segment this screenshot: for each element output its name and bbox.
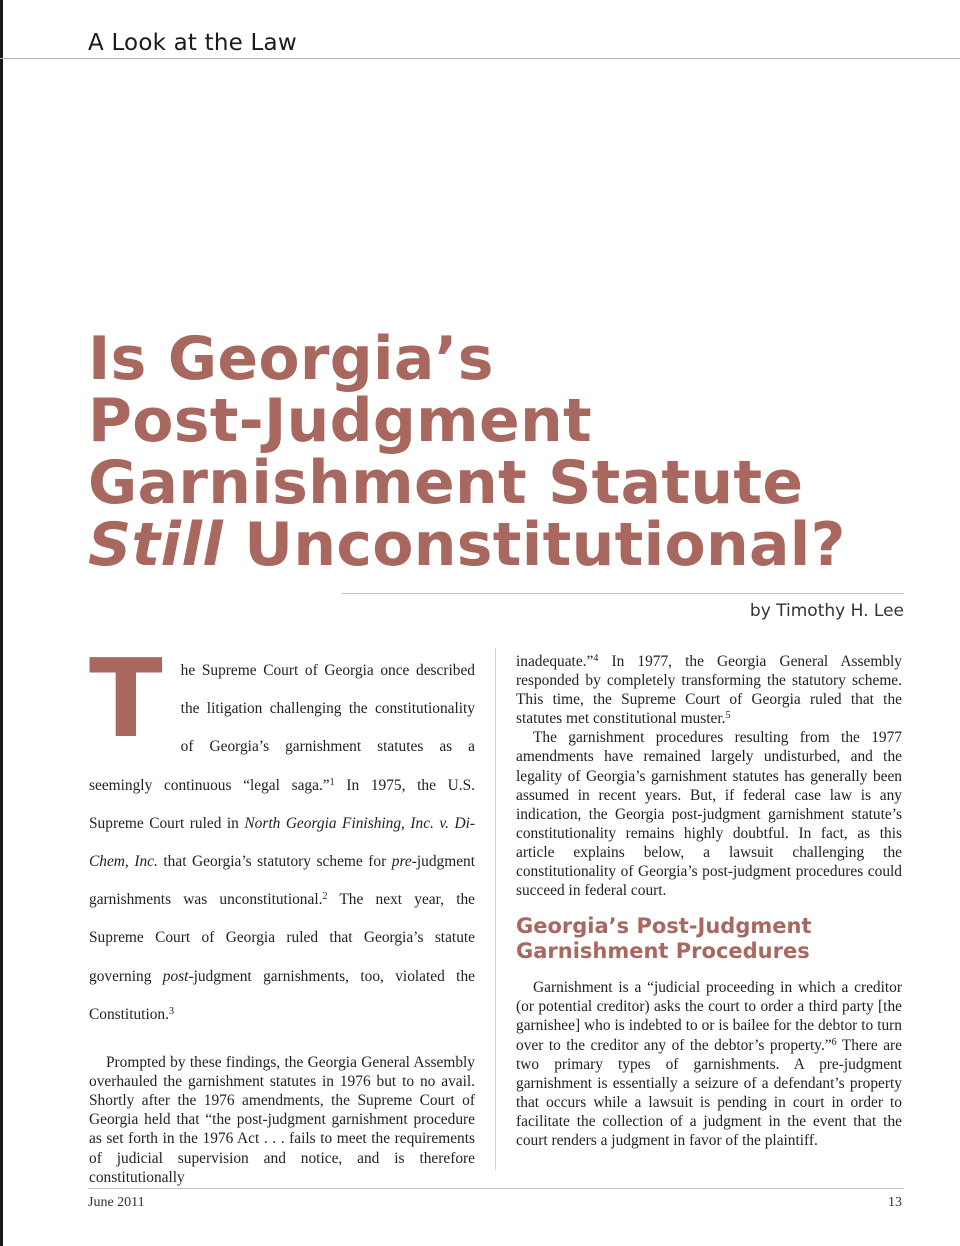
footnote-ref: 5 [725,710,731,722]
lead-text-4: -judgment garnishments was unconstitutional. [89,853,475,909]
body-text: There are two primary types of garnishments. A pre-judgment garnishment is essentially a seizure of a defendant’s property that occurs while a lawsuit is pending in court in order to facilitate the collection of a judgment in the event that the court renders a judgment in favor of the plaintiff. [516,1036,902,1149]
byline: by Timothy H. Lee [749,601,904,621]
lead-text-5: The next year, the Supreme Court of Georgia ruled that Georgia’s statute governing [89,891,475,985]
body-text: Garnishment is a “judicial proceeding in which a creditor (or potential creditor) asks the court to order a third party [the garnishee] who is indebted to or is bailee for the debtor to turn over to the creditor any of the debtor’s property.” [516,979,902,1054]
lead-text-6: -judgment garnishments, too, violated the Constitution. [89,967,475,1023]
footer-date: June 2011 [88,1195,145,1210]
section-header: A Look at the Law [88,30,297,56]
body-paragraph: The garnishment procedures resulting from the 1977 amendments have remained largely undisturbed, and the legality of Georgia’s garnishment statutes has generally been assumed in recent years. But, if federal case law is any indication, the Georgia post-judgment garnishment statute’s constitutionality remains highly doubtful. In fact, as this article explains below, a lawsuit challenging the constitutionality of Georgia’s post-judgment procedures could succeed in federal court. [516,729,902,900]
lead-text-1: he Supreme Court of Georgia once described the litigation challenging the constitutionality of Georgia’s garnishment statutes as a seemingly continuous “legal saga.” [89,662,475,794]
title-emphasis: Still [88,510,224,580]
article-title [88,324,846,580]
header-rule [0,58,960,59]
lead-text-2: In 1975, the U.S. Supreme Court ruled in [89,776,476,832]
title-line-3: Garnishment Statute [88,448,804,518]
footnote-ref: 6 [831,1036,837,1048]
lead-emphasis-post: post [162,967,189,985]
title-line-2: Post-Judgment [88,386,592,456]
page-edge-border [0,0,3,1246]
column-divider [495,648,496,1170]
body-text: inadequate.” [516,653,594,670]
page-number: 13 [888,1195,902,1210]
case-name: North Georgia Finishing, Inc. v. Di-Chem, Inc. [89,814,475,871]
footnote-ref: 3 [168,1005,174,1017]
title-end: Unconstitutional? [244,510,846,580]
lead-emphasis-pre: pre [391,853,412,871]
lead-text-3: that Georgia’s statutory scheme for [157,853,392,871]
subheading-line-2: Garnishment Procedures [516,939,810,964]
body-paragraph [516,652,902,728]
body-text: In 1977, the Georgia General Assembly responded by completely transforming the statutory scheme. This time, the Supreme Court of Georgia ruled that the statutes met constitutional muster. [516,653,902,728]
left-column [89,637,476,1187]
title-line-4 [88,510,846,580]
section-subheading [516,914,902,964]
byline-rule [342,593,904,594]
footnote-ref: 2 [322,891,328,903]
drop-cap: T [89,637,163,762]
body-paragraph: Prompted by these findings, the Georgia General Assembly overhauled the garnishment statutes in 1976 but to no avail. Shortly after the 1976 amendments, the Supreme Court of Georgia held that “the post-judgment garnishment procedure as set forth in the 1976 Act . . . fails to meet the requirements of judicial supervision and notice, and is therefore constitutionally [89,1054,475,1186]
footnote-ref: 4 [593,653,599,664]
body-paragraph [516,978,902,1150]
footer-rule [88,1188,904,1189]
footnote-ref: 1 [329,776,335,788]
right-column [516,652,902,1150]
lead-paragraph [89,637,476,1034]
subheading-line-1: Georgia’s Post-Judgment [516,914,812,939]
title-line-1: Is Georgia’s [88,324,494,394]
